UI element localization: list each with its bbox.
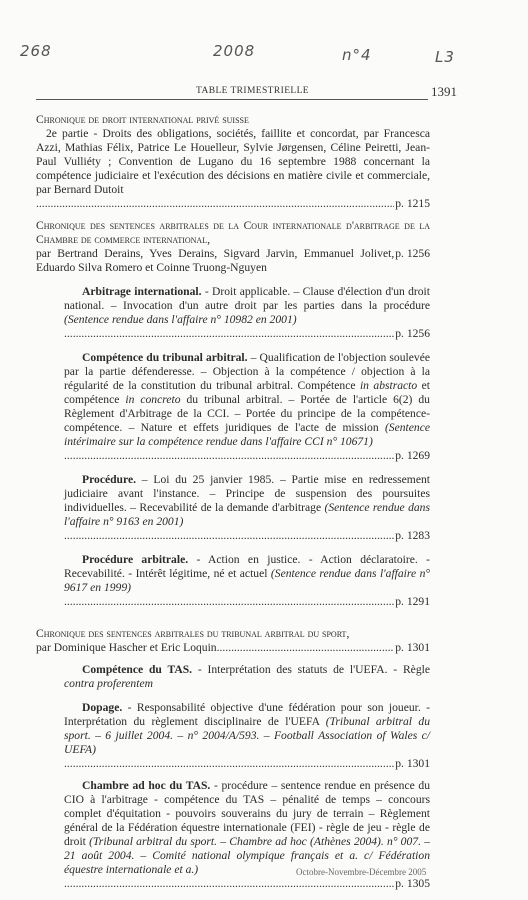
entry-international-arbitration: Arbitrage international. - Droit applicable. – Clause d'élection d'un droit national. – Invocation d'un autre droit par les parties dans la procédure (Sentence rendue dans l'affaire n° 10982 en 2001) bbox=[64, 285, 430, 326]
section-icc-awards bbox=[36, 219, 430, 275]
section-swiss-private-law bbox=[36, 113, 430, 211]
entry-heading: Procédure arbitrale. bbox=[82, 553, 189, 566]
page-ref: p. 1256 bbox=[395, 247, 430, 260]
entry-heading: Compétence du tribunal arbitral. bbox=[82, 351, 248, 364]
issue-footer: Octobre-Novembre-Décembre 2005 bbox=[296, 867, 427, 877]
table-of-contents bbox=[36, 113, 430, 891]
section-title: Chronique de droit international privé suisse bbox=[36, 113, 249, 126]
entry-doping: Dopage. - Responsabilité objective d'une fédération pour son joueur. - Interprétation du règlement disciplinaire de l'UEFA (Tribunal arbitral du sport. – 6 juillet 2004. – n° 2004/A/593. – Football Association of Wales c/ UEFA) bbox=[64, 701, 431, 756]
running-title: TABLE TRIMESTRIELLE bbox=[196, 86, 309, 96]
entry-arbitral-procedure: Procédure arbitrale. - Action en justice. - Action déclaratoire. - Recevabilité. - Intérêt légitime, né et actuel (Sentence rendue dans l'affaire n° 9617 en 1999) bbox=[64, 553, 431, 594]
page-number: 1391 bbox=[431, 84, 457, 99]
handwritten-note-2: 2008 bbox=[213, 42, 256, 60]
entry-heading: Compétence du TAS. bbox=[82, 663, 193, 676]
handwritten-note-3: n°4 bbox=[342, 46, 372, 64]
section-title: Chronique des sentences arbitrales du tribunal arbitral du sport, bbox=[36, 627, 350, 640]
page-ref: p. 1305 bbox=[395, 877, 430, 890]
entry-cas-competence: Compétence du TAS. - Interprétation des statuts de l'UEFA. - Règle contra proferentem bbox=[64, 663, 430, 690]
handwritten-note-1: 268 bbox=[20, 42, 52, 60]
section-title: Chronique des sentences arbitrales de la Cour internationale d'arbitrage de la Chambre de commerce international, bbox=[36, 219, 430, 246]
entry-heading: Chambre ad hoc du TAS. bbox=[82, 779, 211, 792]
entry-heading: Arbitrage international. bbox=[82, 285, 202, 298]
page-ref: p. 1269 bbox=[395, 449, 430, 462]
page-ref: p. 1291 bbox=[395, 595, 430, 608]
handwritten-note-4: L3 bbox=[435, 48, 455, 66]
entry-heading: Dopage. bbox=[82, 701, 123, 714]
section-authors: par Dominique Hascher et Eric Loquin bbox=[36, 641, 217, 654]
page-ref: p. 1215 bbox=[395, 197, 430, 210]
page-ref: p. 1283 bbox=[395, 529, 430, 542]
page-ref: p. 1256 bbox=[395, 327, 430, 340]
page-ref: p. 1301 bbox=[395, 757, 430, 770]
section-authors: par Bertrand Derains, Yves Derains, Sigvard Jarvin, Emmanuel Jolivet, Eduardo Silva Romero et Coinne Truong-Nguyen bbox=[36, 247, 395, 274]
page-ref: p. 1301 bbox=[395, 641, 430, 654]
section-cas-awards bbox=[36, 627, 430, 655]
section-body: 2e partie - Droits des obligations, sociétés, faillite et concordat, par Francesca Azzi, Mathias Félix, Patrice Le Houelleur, Sylvie Jørgensen, Céline Peiretti, Jean-Paul Vulliéty ; Convention de Lugano du 16 septembre 1988 concernant la compétence judiciaire et l'exécution des décisions en matière civile et commerciale, par Bernard Dutoit bbox=[36, 127, 430, 196]
entry-heading: Procédure. bbox=[82, 473, 136, 486]
header-rule bbox=[36, 99, 428, 100]
entry-cas-ad-hoc: Chambre ad hoc du TAS. - procédure – sentence rendue en présence du CIO à l'arbitrage - compétence du TAS – pénalité de temps – concours complet d'équitation - pouvoirs souverains du jury de terrain – Règlement général de la Fédération équestre internationale (FEI) - règle de jeu - règle de droit (Tribunal arbitral du sport. – Chambre ad hoc (Athènes 2004). n° 007. – 21 août 2004. – Comité national olympique français et a. c/ Fédération équestre internationale et a.) bbox=[64, 779, 431, 876]
entry-tribunal-competence: Compétence du tribunal arbitral. – Qualification de l'objection soulevée par la partie défenderesse. – Objection à la compétence / objection à la régularité de la constitution du tribunal arbitral. Compétence in abstracto et compétence in concreto du tribunal arbitral. – Portée de l'article 6(2) du Règlement d'Arbitrage de la CCI. – Portée du principe de la compétence-compétence. – Nature et effets juridiques de l'acte de mission (Sentence intérimaire sur la compétence rendue dans l'affaire CCI n° 10671) bbox=[64, 351, 431, 448]
entry-procedure: Procédure. – Loi du 25 janvier 1985. – Partie mise en redressement judiciaire avant l'instance. – Principe de suspension des poursuites individuelles. – Recevabilité de la demande d'arbitrage (Sentence rendue dans l'affaire n° 9163 en 2001) bbox=[64, 473, 430, 528]
